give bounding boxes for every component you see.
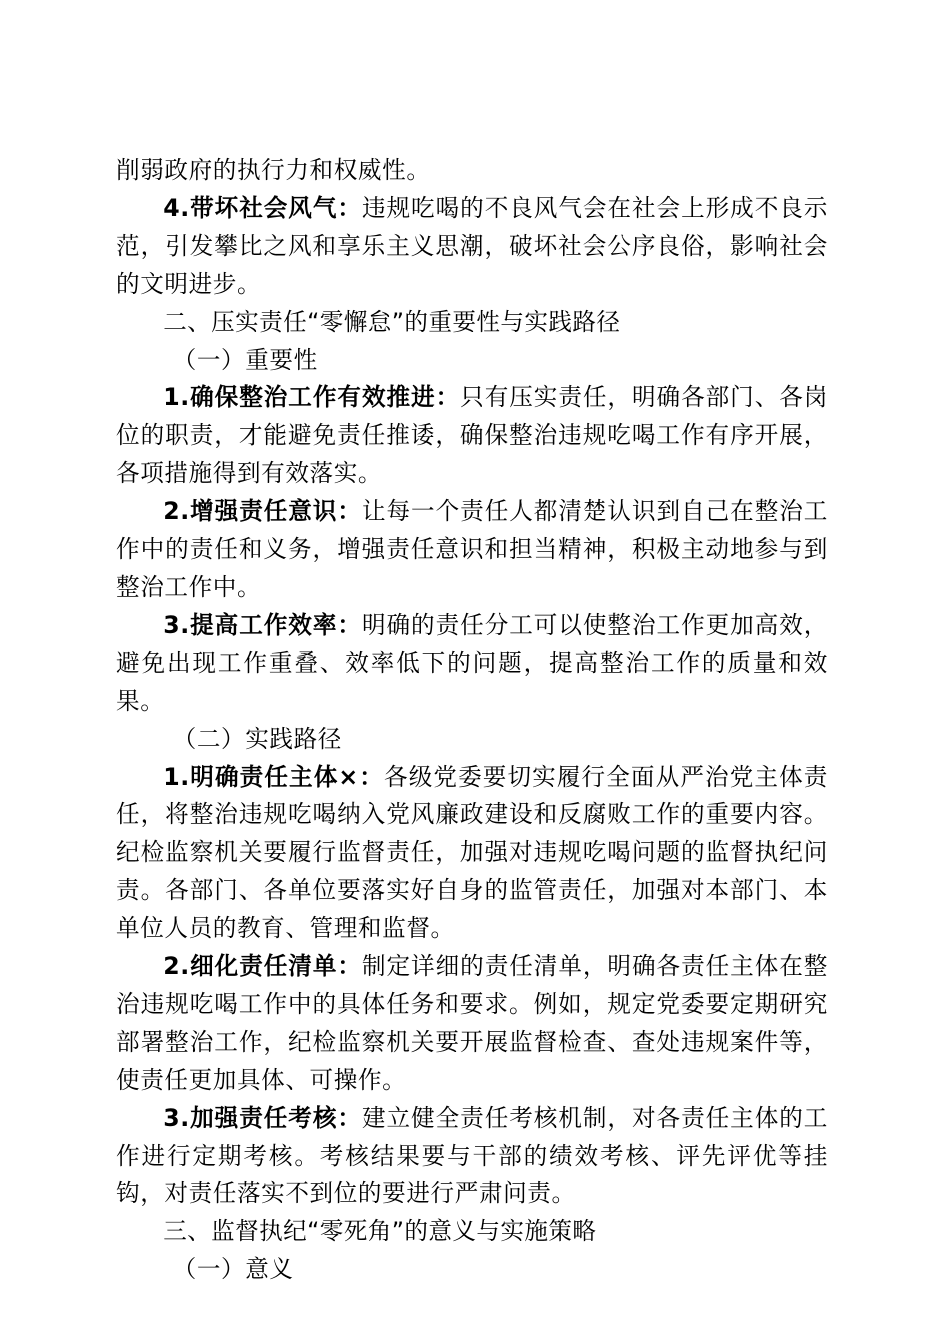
paragraph-text: 建立健全责任考核机制，对各责任主体的工作进行定期考核。考核结果要与干部的绩效考核、评先评优等挂钩，对责任落实不到位的要进行严肃问责。: [116, 1103, 828, 1208]
paragraph-text: 制定详细的责任清单，明确各责任主体在整治违规吃喝工作中的具体任务和要求。例如，规定党委要定期研究部署整治工作，纪检监察机关要开展监督检查、查处违规案件等，使责任更加具体、可操作。: [116, 952, 828, 1094]
paragraph-ensure-progress: [116, 379, 828, 493]
paragraph-text: 明确的责任分工可以使整治工作更加高效，避免出现工作重叠、效率低下的问题，提高整治工作的质量和效果。: [116, 610, 828, 715]
document-body: [116, 152, 828, 1289]
paragraph-responsibility-subject: [116, 759, 828, 949]
paragraph-lead: 1.明确责任主体×：: [163, 762, 384, 791]
subsection-heading-importance: （一）重要性: [172, 345, 318, 374]
paragraph-lead: 4.带坏社会风气：: [163, 193, 362, 222]
paragraph-text: 让每一个责任人都清楚认识到自己在整治工作中的责任和义务，增强责任意识和担当精神，积极主动地参与到整治工作中。: [116, 497, 828, 601]
paragraph-responsibility-list: [116, 948, 828, 1100]
paragraph-text: 各级党委要切实履行全面从严治党主体责任，将整治违规吃喝纳入党风廉政建设和反腐败工作的重要内容。纪检监察机关要履行监督责任，加强对违规吃喝问题的监督执纪问责。各部门、各单位要落实好自身的监管责任，加强对本部门、本单位人员的教育、管理和监督。: [116, 762, 828, 943]
paragraph-lead: 3.提高工作效率：: [163, 610, 362, 639]
section-heading-3: 三、监督执纪“零死角”的意义与实施策略: [163, 1217, 597, 1246]
paragraph-text: 违规吃喝的不良风气会在社会上形成不良示范，引发攀比之风和享乐主义思潮，破坏社会公序良俗，影响社会的文明进步。: [116, 193, 828, 298]
section-heading-2: 二、压实责任“零懈怠”的重要性与实践路径: [163, 307, 621, 336]
paragraph-lead: 2.增强责任意识：: [163, 497, 362, 526]
paragraph-lead: 2.细化责任清单：: [163, 952, 362, 981]
paragraph-responsibility-awareness: [116, 493, 828, 607]
paragraph-bad-social-atmosphere: [116, 190, 828, 304]
subsection-heading-significance: （一）意义: [172, 1255, 294, 1284]
paragraph-responsibility-assessment: [116, 1100, 828, 1214]
paragraph-lead: 1.确保整治工作有效推进：: [163, 383, 461, 412]
paragraph-text: 削弱政府的执行力和权威性。: [116, 156, 431, 184]
subsection-heading-practice-path: （二）实践路径: [172, 724, 342, 753]
paragraph-work-efficiency: [116, 607, 828, 721]
paragraph-text: 只有压实责任，明确各部门、各岗位的职责，才能避免责任推诿，确保整治违规吃喝工作有序开展，各项措施得到有效落实。: [116, 383, 828, 488]
paragraph-continuation: [116, 152, 828, 190]
paragraph-lead: 3.加强责任考核：: [163, 1103, 362, 1132]
